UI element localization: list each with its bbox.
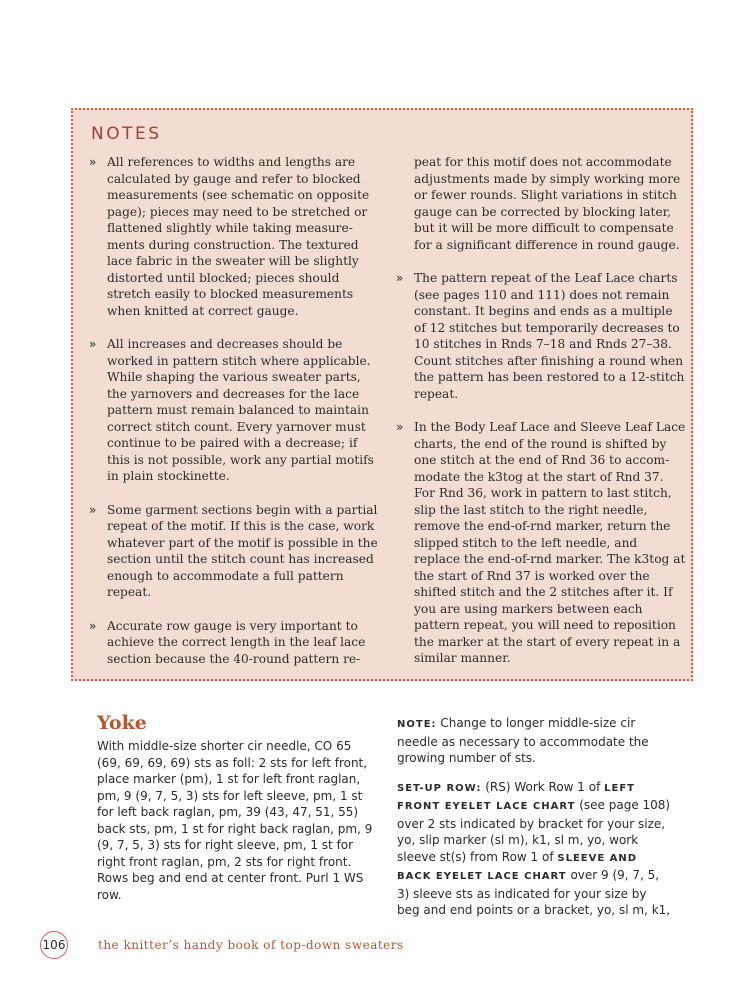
note-paragraph xyxy=(397,715,672,767)
chart-name: LEFT FRONT EYELET LACE CHART xyxy=(397,782,635,812)
setup-row-label: SET-UP ROW: xyxy=(397,782,482,794)
note-item xyxy=(89,154,379,319)
note-item xyxy=(89,336,379,485)
note-item-continuation xyxy=(396,154,686,253)
notes-title: NOTES xyxy=(91,124,162,144)
page-number-text: 106 xyxy=(42,938,66,952)
note-text: All increases and decreases should be worked in pattern stitch where applicable. While shaping the various sweater parts, the yarnovers and decreases for the lace pattern must remain balanced to maintain correct stitch count. Every yarnover must continue to be paired with a decrease; if this is not possible, work any partial motifs in plain stockinette. xyxy=(107,337,374,483)
bullet-icon: » xyxy=(396,271,404,285)
setup-text: (see page 108) over 2 sts indicated by bracket for your size, yo, slip marker (sl m), k1, sl m, yo, work sleeve st(s) from Row 1 of xyxy=(397,798,671,864)
note-item xyxy=(396,270,686,402)
note-body: Change to longer middle-size cir needle as necessary to accommodate the growing number of sts. xyxy=(397,716,649,765)
bullet-icon: » xyxy=(89,502,97,517)
note-text: Accurate row gauge is very important to achieve the correct length in the leaf lace section because the 40-round pattern re- xyxy=(107,618,366,666)
note-item xyxy=(89,618,379,668)
note-text: Some garment sections begin with a partial repeat of the motif. If this is the case, work whatever part of the motif is possible in the section until the stitch count has increased enough to accommodate a full pattern repeat. xyxy=(107,502,378,599)
running-footer-title: the knitter’s handy book of top-down sweaters xyxy=(98,938,404,952)
note-text: In the Body Leaf Lace and Sleeve Leaf Lace charts, the end of the round is shifted by one stitch at the end of Rnd 36 to accommodate the k3tog at the start of Rnd 37. For Rnd 36, work in pattern to last stitch, slip the last stitch to the right needle, remove the end-of-rnd marker, return the slipped stitch to the left needle, and replace the end-of-rnd marker. The k3tog at the start of Rnd 37 is worked over the shifted stitch and the 2 stitches after it. If you are using markers between each pattern repeat, you will need to reposition the marker at the start of every repeat in a similar manner. xyxy=(414,420,686,665)
note-label: NOTE: xyxy=(397,719,437,730)
setup-text: over 9 (9, 7, 5, 3) sleeve sts as indicated for your size by beg and end points or a bracket, yo, sl m, k1, xyxy=(397,868,671,917)
chart-name: SLEEVE AND BACK EYELET LACE CHART xyxy=(397,852,638,882)
setup-text: (RS) Work Row 1 of xyxy=(481,779,605,794)
note-text: The pattern repeat of the Leaf Lace charts (see pages 110 and 111) does not remain constant. It begins and ends as a multiple of 12 stitches but temporarily decreases to 10 stitches in Rnds 7–18 and Rnds 27–38. Count stitches after finishing a round when the pattern has been restored to a 12-stitch repeat. xyxy=(414,271,685,401)
note-item xyxy=(396,419,686,667)
notes-right-column xyxy=(396,154,686,684)
bullet-icon: » xyxy=(89,155,97,169)
notes-left-column xyxy=(89,154,379,684)
note-text: All references to widths and lengths are calculated by gauge and refer to blocked measurements (see schematic on opposite page); pieces may need to be stretched or flattened slightly while taking measurements during construction. The textured lace fabric in the sweater will be slightly distorted until blocked; pieces should stretch easily to blocked measurements when knitted at correct gauge. xyxy=(107,155,370,318)
note-text: peat for this motif does not accommodate adjustments made by simply working more or fewer rounds. Slight variations in stitch gauge can be corrected by blocking later, but it will be more difficult to compensate for a significant difference in round gauge. xyxy=(414,155,681,252)
bullet-icon: » xyxy=(89,337,97,351)
setup-row-paragraph xyxy=(397,779,672,919)
bullet-icon: » xyxy=(89,618,97,633)
instructions-right-column xyxy=(397,715,672,931)
page-number xyxy=(40,931,68,959)
bullet-icon: » xyxy=(396,420,404,434)
section-heading-yoke: Yoke xyxy=(97,712,147,734)
note-item xyxy=(89,502,379,601)
notes-sidebar xyxy=(71,108,693,681)
yoke-instructions: With middle-size shorter cir needle, CO 65 (69, 69, 69, 69) sts as foll: 2 sts for left front, place marker (pm), 1 st for left front raglan, pm, 9 (9, 7, 5, 3) sts for left sleeve, pm, 1 st for left back raglan, pm, 39 (43, 47, 51, 55) back sts, pm, 1 st for right back raglan, pm, 9 (9, 7, 5, 3) sts for right sleeve, pm, 1 st for right front raglan, pm, 2 sts for right front. Rows beg and end at center front. Purl 1 WS row. xyxy=(97,739,373,902)
